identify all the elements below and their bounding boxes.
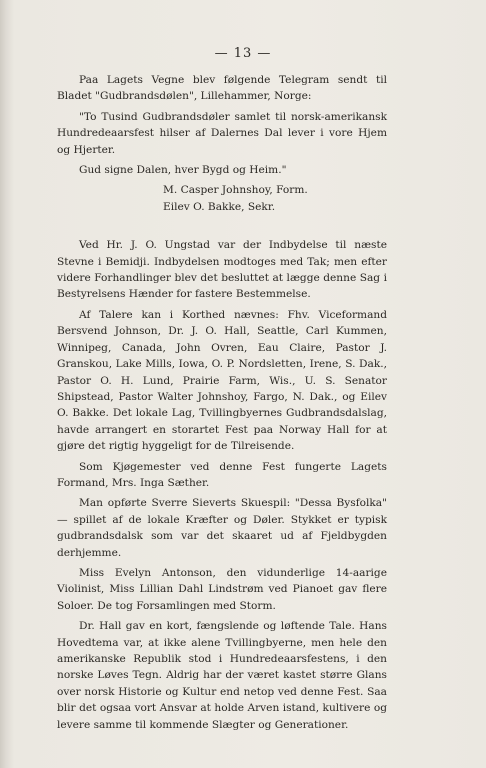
paragraph-play: Man opførte Sverre Sieverts Skuespil: "Dessa Bysfolka" — spillet af de lokale Kræfter og Døler. Stykket er typisk gudbrandsdalsk som var det skaaret ud af Fjeldbygden derhjemme. bbox=[57, 497, 387, 559]
page-body bbox=[57, 72, 387, 737]
paragraph-speakers: Af Talere kan i Korthed nævnes: Fhv. Viceformand Bersvend Johnson, Dr. J. O. Hall, Seattle, Carl Kummen, Winnipeg, Canada, John Ovren, Eau Claire, Pastor J. Granskou, Lake Mills, Iowa, O. P. Nordsletten, Irene, S. Dak., Pastor O. H. Lund, Prairie Farm, Wis., U. S. Senator Shipstead, Pastor Walter Johnshoy, Fargo, N. Dak., og Eilev O. Bakke. Det lokale Lag, Tvillingbyernes Gudbrandsdalslag, havde arrangert en storartet Fest paa Norway Hall for at gjøre det rigtig hyggeligt for de Tilreisende. bbox=[57, 308, 387, 453]
paragraph-speech: Dr. Hall gav en kort, fængslende og løftende Tale. Hans Hovedtema var, at ikke alene Tvillingbyerne, men hele den amerikanske Republik stod i Hundredeaarsfestens, i den norske Løves Tegn. Aldrig har der været kastet større Glans over norsk Historie og Kultur end netop ved denne Fest. Saa blir det ogsaa vort Ansvar at holde Arven istand, kultivere og levere samme til kommende Slægter og Generationer. bbox=[57, 620, 387, 731]
section-gap bbox=[57, 223, 387, 237]
page-number: — 13 — bbox=[214, 46, 272, 61]
paragraph-music: Miss Evelyn Antonson, den vidunderlige 14-aarige Violinist, Miss Lillian Dahl Lindstrøm ved Pianoet gav flere Soloer. De tog Forsamlingen med Storm. bbox=[57, 566, 387, 612]
paragraph-invitation: Ved Hr. J. O. Ungstad var der Indbydelse til næste Stevne i Bemidji. Indbydelsen modtoges med Tak; men efter videre Forhandlinger blev det besluttet at lægge denne Sag i Bestyrelsens Hænder for fastere Bestemmelse. bbox=[57, 239, 387, 301]
telegram-body: "To Tusind Gudbrandsdøler samlet til norsk-amerikansk Hundredeaarsfest hilser af Dalernes Dal lever i vore Hjem og Hjerter. bbox=[57, 110, 387, 156]
signature-sekretaer: Eilev O. Bakke, Sekr. bbox=[163, 200, 276, 213]
signature-formand: M. Casper Johnshoy, Form. bbox=[163, 184, 308, 197]
paragraph-toastmaster: Som Kjøgemester ved denne Fest fungerte Lagets Formand, Mrs. Inga Sæther. bbox=[57, 460, 387, 489]
telegram-block bbox=[57, 109, 387, 215]
telegram-intro: Paa Lagets Vegne blev følgende Telegram sendt til Bladet "Gudbrandsdølen", Lillehammer, Norge: bbox=[57, 74, 387, 103]
telegram-blessing: Gud signe Dalen, hver Bygd og Heim." bbox=[79, 164, 287, 177]
